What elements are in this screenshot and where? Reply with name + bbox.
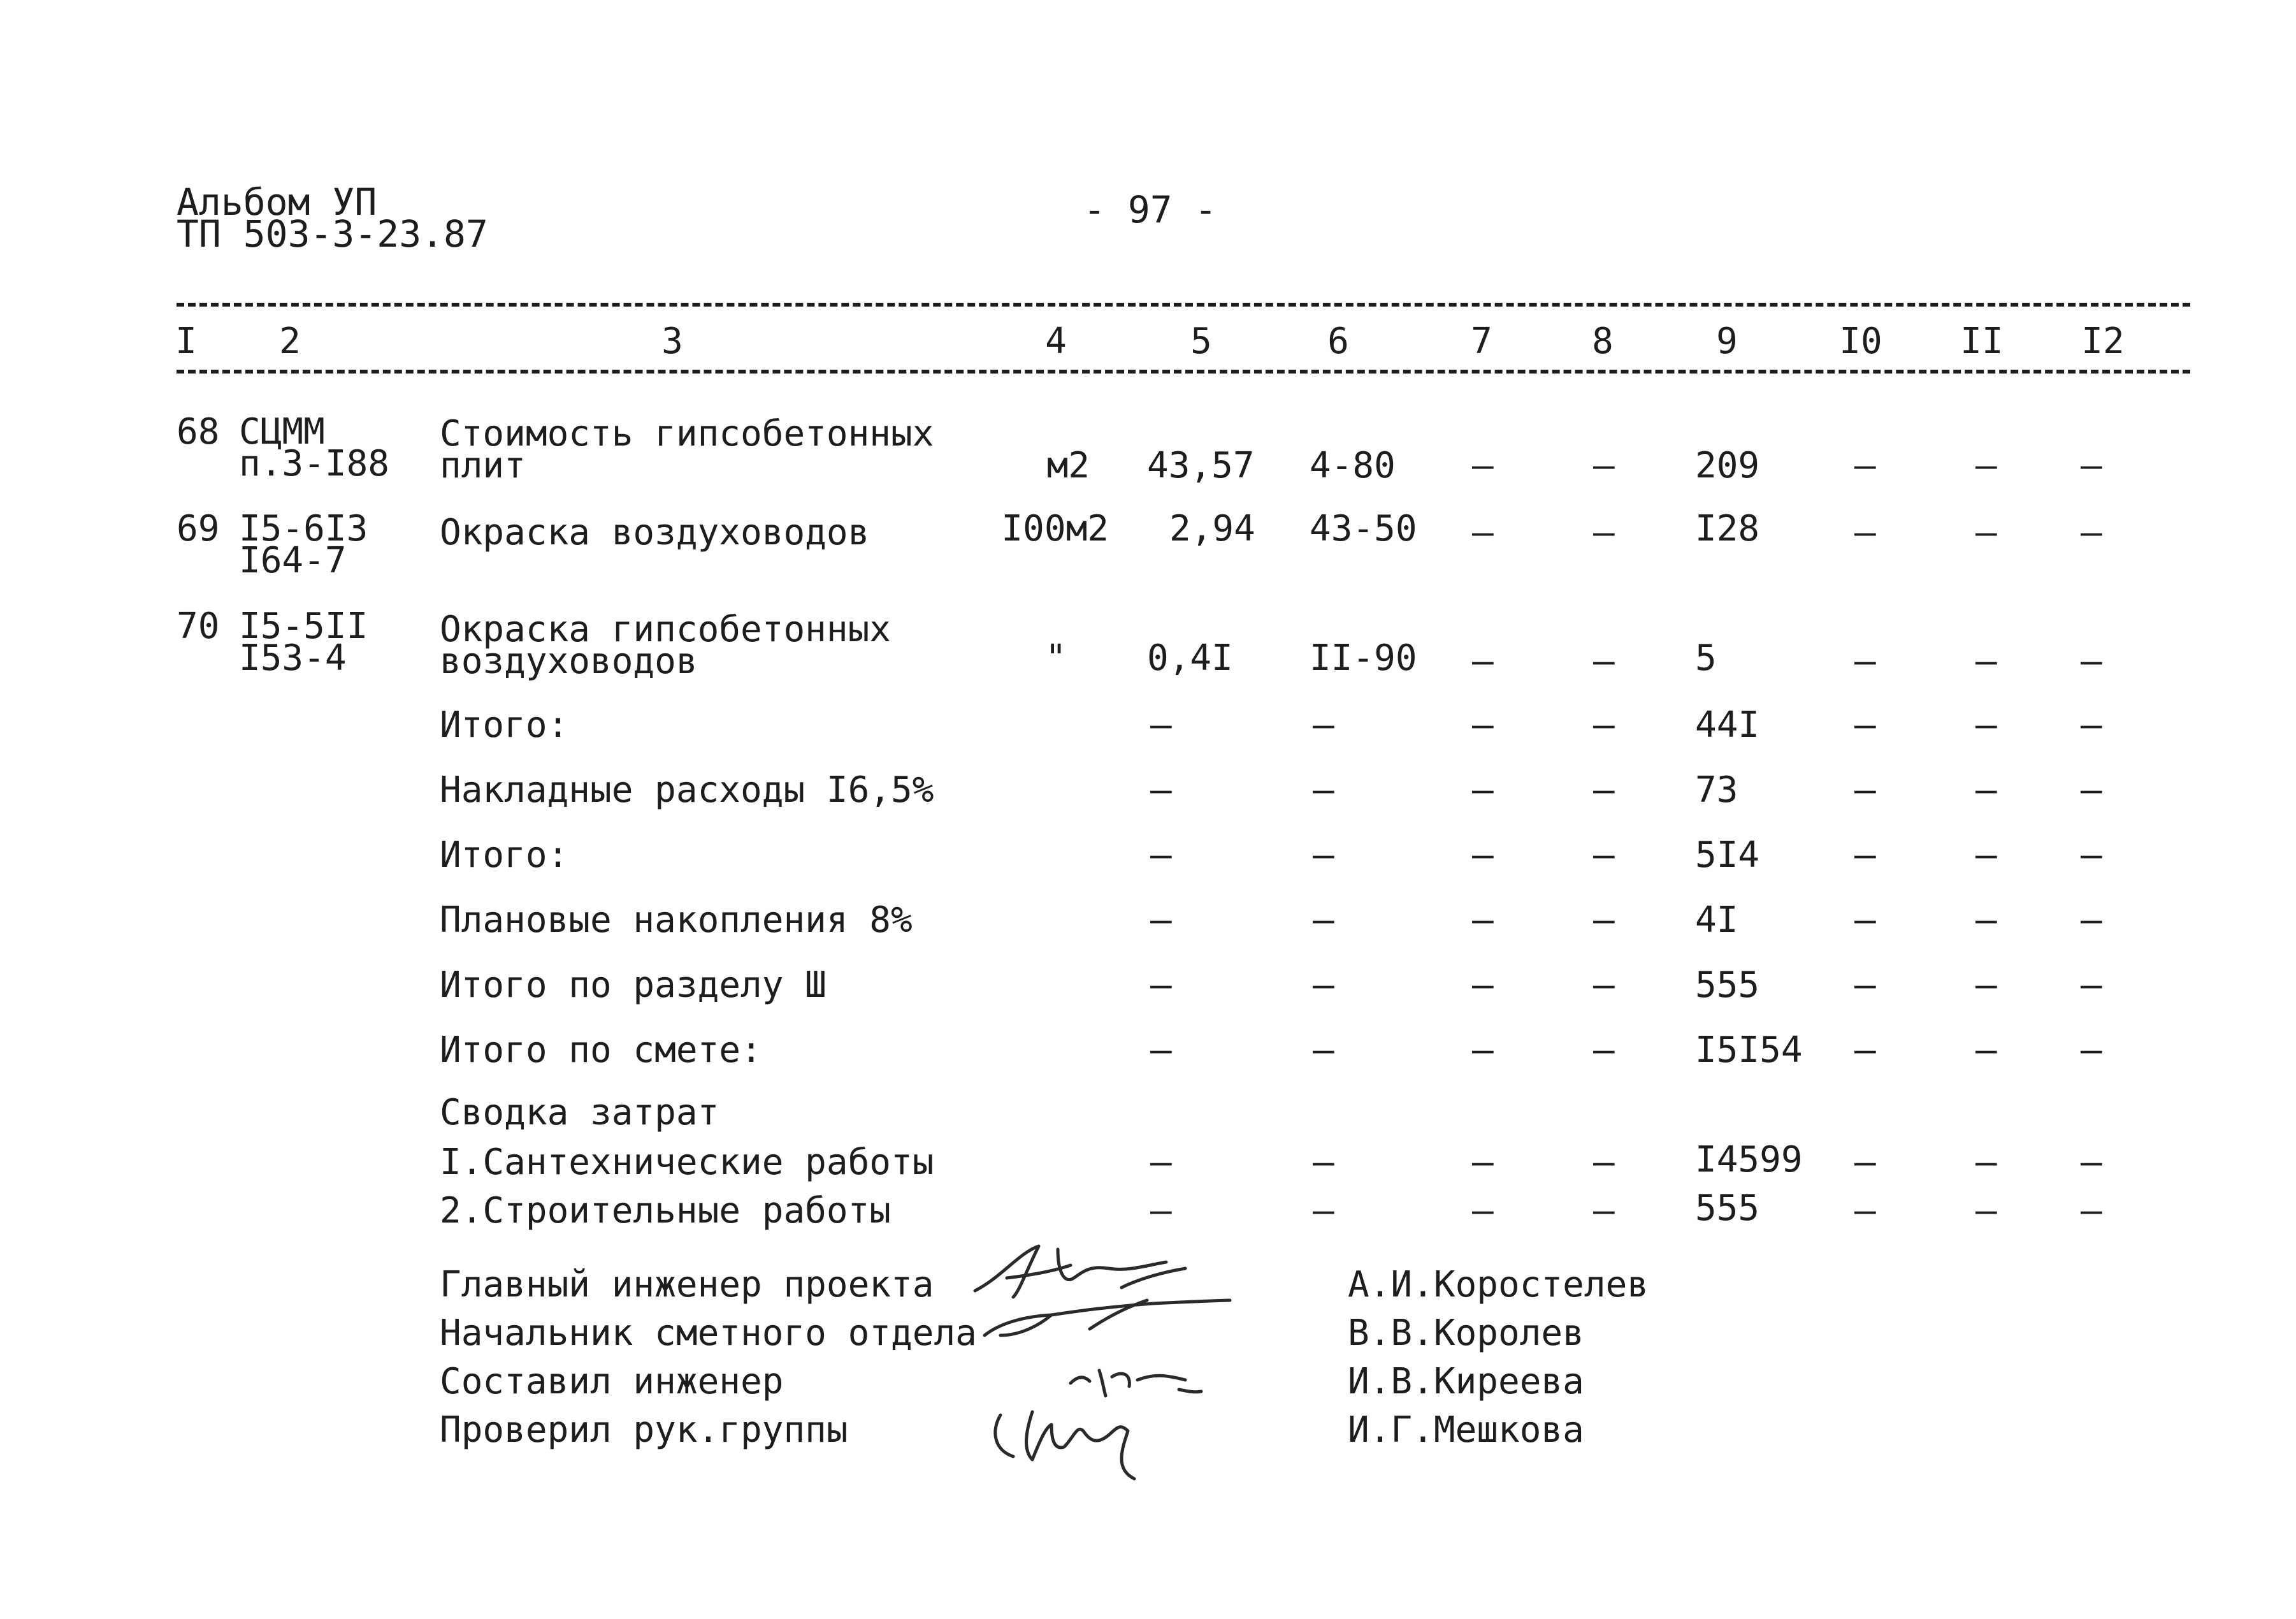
cell-dash: – xyxy=(1854,834,1876,876)
cell-dash: – xyxy=(1150,769,1172,811)
item-qty: 0,4I xyxy=(1147,637,1233,679)
cell-dash: – xyxy=(1150,1142,1172,1183)
cell-dash: – xyxy=(1975,899,1997,941)
col-header-9: 9 xyxy=(1716,321,1738,362)
cell-dash: – xyxy=(1313,1190,1334,1231)
cell-dash: – xyxy=(1975,1029,1997,1071)
summary-col9: 555 xyxy=(1695,1187,1760,1229)
total-label: Итого: xyxy=(440,704,569,746)
cell-dash: – xyxy=(2081,834,2102,876)
cell-dash: – xyxy=(2081,1142,2102,1183)
cell-dash: – xyxy=(1313,899,1334,941)
total-label: Плановые накопления 8% xyxy=(440,899,913,941)
total-col9: 5I4 xyxy=(1695,834,1760,876)
item-col12: – xyxy=(2081,512,2102,553)
cell-dash: – xyxy=(2081,704,2102,746)
item-code: СЦММ xyxy=(239,411,325,453)
total-label: Итого по разделу Ш xyxy=(440,964,827,1006)
cell-dash: – xyxy=(1472,1142,1494,1183)
album-label: Альбом УП xyxy=(177,180,377,224)
item-col11: – xyxy=(1975,512,1997,553)
col-header-8: 8 xyxy=(1592,321,1614,362)
cell-dash: – xyxy=(1593,1029,1615,1071)
total-label: Итого по смете: xyxy=(440,1029,762,1071)
cell-dash: – xyxy=(1593,1142,1615,1183)
item-no: 68 xyxy=(177,411,220,453)
item-code: I5-6I3 xyxy=(239,508,368,549)
cell-dash: – xyxy=(1313,1142,1334,1183)
item-code: I5-5II xyxy=(239,606,368,647)
cell-dash: – xyxy=(1472,1029,1494,1071)
cell-dash: – xyxy=(1313,1029,1334,1071)
cell-dash: – xyxy=(1593,899,1615,941)
cell-dash: – xyxy=(1854,704,1876,746)
item-col11: – xyxy=(1975,445,1997,486)
col-header-6: 6 xyxy=(1327,321,1349,362)
col-header-11: II xyxy=(1960,321,2004,362)
item-name: Окраска воздуховодов xyxy=(440,512,870,553)
col-header-1: I xyxy=(175,321,197,362)
item-col8: – xyxy=(1593,445,1615,486)
cell-dash: – xyxy=(1854,1029,1876,1071)
cell-dash: – xyxy=(1313,834,1334,876)
cell-dash: – xyxy=(1472,1190,1494,1231)
item-qty: 43,57 xyxy=(1147,445,1255,486)
item-code: I53-4 xyxy=(239,637,347,679)
cell-dash: – xyxy=(1975,704,1997,746)
item-col7: – xyxy=(1472,641,1494,682)
item-no: 69 xyxy=(177,508,220,549)
signature-role: Составил инженер xyxy=(440,1361,784,1402)
handwritten-signatures xyxy=(962,1240,1294,1495)
cell-dash: – xyxy=(1472,899,1494,941)
signature-scribble-2 xyxy=(985,1300,1230,1335)
cell-dash: – xyxy=(1150,704,1172,746)
signature-name: И.В.Киреева xyxy=(1348,1361,1584,1402)
item-col12: – xyxy=(2081,445,2102,486)
item-name: Окраска гипсобетонных xyxy=(440,609,892,650)
summary-title: Сводка затрат xyxy=(440,1092,719,1133)
item-price: 4-80 xyxy=(1310,445,1396,486)
signature-role: Проверил рук.группы xyxy=(440,1409,848,1451)
item-col9: 209 xyxy=(1695,445,1760,486)
cell-dash: – xyxy=(1593,704,1615,746)
cell-dash: – xyxy=(1472,834,1494,876)
cell-dash: – xyxy=(1975,964,1997,1006)
item-col10: – xyxy=(1854,641,1876,682)
cell-dash: – xyxy=(1854,1190,1876,1231)
item-code: п.3-I88 xyxy=(239,443,390,484)
cell-dash: – xyxy=(1975,834,1997,876)
document-code: ТП 503-3-23.87 xyxy=(177,212,488,256)
cell-dash: – xyxy=(1854,1142,1876,1183)
item-no: 70 xyxy=(177,606,220,647)
cell-dash: – xyxy=(1150,834,1172,876)
signature-scribble-4 xyxy=(995,1412,1134,1479)
signature-name: В.В.Королев xyxy=(1348,1312,1584,1354)
col-header-2: 2 xyxy=(279,321,301,362)
total-col9: 44I xyxy=(1695,704,1760,746)
cell-dash: – xyxy=(2081,964,2102,1006)
header-rule-top xyxy=(177,303,2190,307)
cell-dash: – xyxy=(1593,964,1615,1006)
cell-dash: – xyxy=(1854,964,1876,1006)
cell-dash: – xyxy=(2081,1190,2102,1231)
signature-scribble-3 xyxy=(1071,1370,1201,1396)
signature-scribble-1 xyxy=(975,1246,1185,1297)
cell-dash: – xyxy=(1150,1029,1172,1071)
summary-label: I.Сантехнические работы xyxy=(440,1142,934,1183)
item-price: 43-50 xyxy=(1310,508,1417,549)
cell-dash: – xyxy=(1472,704,1494,746)
item-price: II-90 xyxy=(1310,637,1417,679)
item-name: воздуховодов xyxy=(440,641,698,682)
total-col9: I5I54 xyxy=(1695,1029,1803,1071)
signature-name: А.И.Коростелев xyxy=(1348,1264,1649,1305)
cell-dash: – xyxy=(1313,769,1334,811)
page-number: - 97 - xyxy=(1083,188,1217,231)
cell-dash: – xyxy=(1593,1190,1615,1231)
cell-dash: – xyxy=(1150,1190,1172,1231)
item-col10: – xyxy=(1854,445,1876,486)
total-col9: 73 xyxy=(1695,769,1738,811)
cell-dash: – xyxy=(1593,834,1615,876)
item-col7: – xyxy=(1472,445,1494,486)
cell-dash: – xyxy=(2081,899,2102,941)
item-col11: – xyxy=(1975,641,1997,682)
item-col7: – xyxy=(1472,512,1494,553)
cell-dash: – xyxy=(1150,964,1172,1006)
item-unit: " xyxy=(1045,637,1067,679)
signature-role: Начальник сметного отдела xyxy=(440,1312,977,1354)
total-col9: 4I xyxy=(1695,899,1738,941)
cell-dash: – xyxy=(1313,704,1334,746)
col-header-10: I0 xyxy=(1839,321,1882,362)
item-code: I64-7 xyxy=(239,540,347,581)
header-rule-bottom xyxy=(177,370,2190,374)
cell-dash: – xyxy=(1150,899,1172,941)
item-name: Стоимость гипсобетонных xyxy=(440,413,934,454)
item-unit: м2 xyxy=(1046,445,1090,486)
item-unit: I00м2 xyxy=(1001,508,1109,549)
col-header-4: 4 xyxy=(1045,321,1067,362)
item-col10: – xyxy=(1854,512,1876,553)
col-header-12: I2 xyxy=(2081,321,2125,362)
col-header-5: 5 xyxy=(1190,321,1212,362)
cell-dash: – xyxy=(1975,1190,1997,1231)
total-col9: 555 xyxy=(1695,964,1760,1006)
item-col8: – xyxy=(1593,641,1615,682)
total-label: Накладные расходы I6,5% xyxy=(440,769,934,811)
cell-dash: – xyxy=(1472,769,1494,811)
item-col12: – xyxy=(2081,641,2102,682)
cell-dash: – xyxy=(1593,769,1615,811)
item-col9: 5 xyxy=(1695,637,1717,679)
cell-dash: – xyxy=(1472,964,1494,1006)
cell-dash: – xyxy=(1975,1142,1997,1183)
item-col8: – xyxy=(1593,512,1615,553)
col-header-3: 3 xyxy=(661,321,683,362)
col-header-7: 7 xyxy=(1471,321,1492,362)
summary-col9: I4599 xyxy=(1695,1139,1803,1180)
signature-role: Главный инженер проекта xyxy=(440,1264,934,1305)
item-name: плит xyxy=(440,445,526,486)
item-qty: 2,94 xyxy=(1169,508,1255,549)
cell-dash: – xyxy=(1975,769,1997,811)
cell-dash: – xyxy=(1854,769,1876,811)
summary-label: 2.Строительные работы xyxy=(440,1190,892,1231)
total-label: Итого: xyxy=(440,834,569,876)
signature-name: И.Г.Мешкова xyxy=(1348,1409,1584,1451)
cell-dash: – xyxy=(2081,1029,2102,1071)
cell-dash: – xyxy=(1854,899,1876,941)
cell-dash: – xyxy=(1313,964,1334,1006)
item-col9: I28 xyxy=(1695,508,1760,549)
cell-dash: – xyxy=(2081,769,2102,811)
